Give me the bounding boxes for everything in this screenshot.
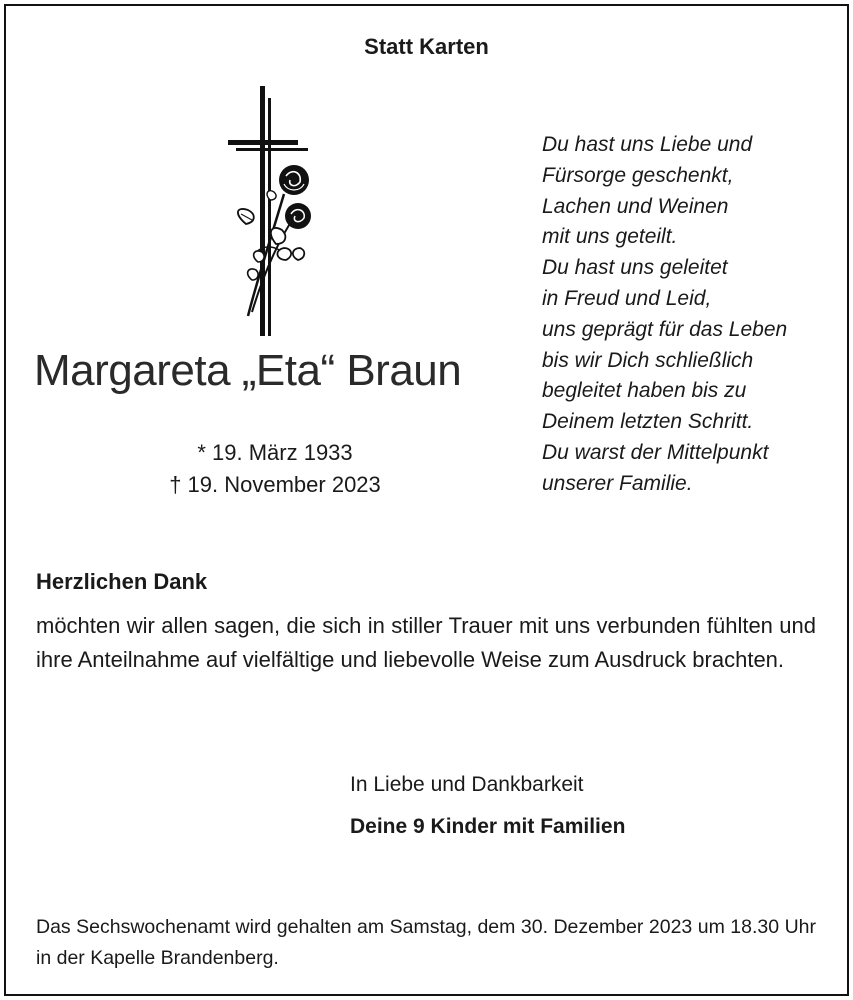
poem-line: Du hast uns geleitet xyxy=(542,256,728,280)
signature-family: Deine 9 Kinder mit Familien xyxy=(350,815,626,838)
birth-date: * 19. März 1933 xyxy=(197,440,353,465)
death-date: † 19. November 2023 xyxy=(169,472,381,497)
life-dates xyxy=(120,437,430,501)
poem-line: unserer Familie. xyxy=(542,471,693,495)
signature-closing: In Liebe und Dankbarkeit xyxy=(350,773,584,796)
thanks-text: möchten wir allen sagen, die sich in stiller Trauer mit uns verbunden fühlten und ihre Anteilnahme auf vielfältige und liebevolle Weise zum Ausdruck brachten. xyxy=(36,613,816,672)
memorial-poem xyxy=(542,130,842,500)
poem-line: mit uns geteilt. xyxy=(542,225,678,249)
poem-line: Du warst der Mittelpunkt xyxy=(542,440,769,464)
poem-line: bis wir Dich schließlich xyxy=(542,348,754,372)
poem-line: in Freud und Leid, xyxy=(542,286,712,310)
page-title: Statt Karten xyxy=(364,34,489,59)
poem-line: Fürsorge geschenkt, xyxy=(542,163,734,187)
thanks-heading: Herzlichen Dank xyxy=(36,569,208,594)
deceased-name: Margareta „Eta“ Braun xyxy=(34,346,462,395)
cross-with-roses-icon xyxy=(226,84,326,344)
poem-line: Du hast uns Liebe und xyxy=(542,133,753,156)
poem-line: begleitet haben bis zu xyxy=(542,379,747,403)
poem-line: Lachen und Weinen xyxy=(542,194,729,218)
memorial-service-notice: Das Sechswochenamt wird gehalten am Samstag, dem 30. Dezember 2023 um 18.30 Uhr in der Kapelle Brandenberg. xyxy=(36,916,816,969)
poem-line: uns geprägt für das Leben xyxy=(542,317,788,341)
poem-line: Deinem letzten Schritt. xyxy=(542,410,754,434)
